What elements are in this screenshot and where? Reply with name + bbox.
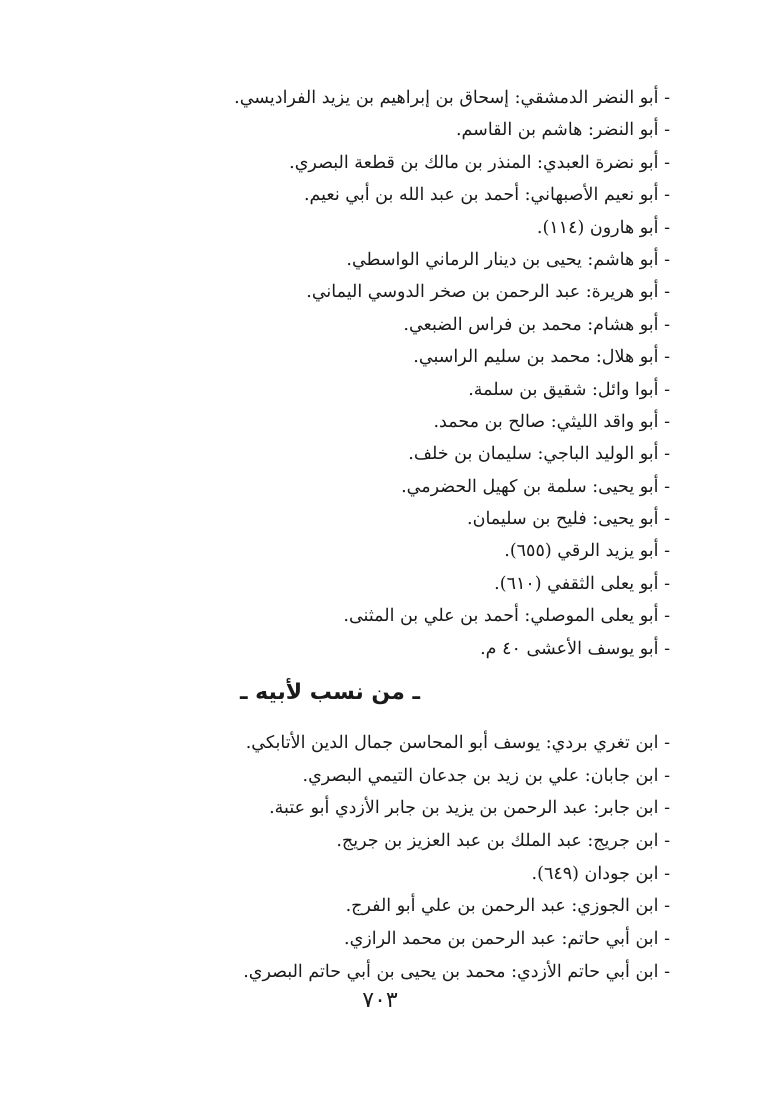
list-item: - ابن الجوزي: عبد الرحمن بن علي أبو الفرج. xyxy=(345,896,670,917)
list-item: - ابن أبي حاتم الأزدي: محمد بن يحيى بن أبي حاتم البصري. xyxy=(243,961,670,982)
list-item: - أبو هلال: محمد بن سليم الراسبي. xyxy=(413,347,670,368)
list-item: - أبو نضرة العبدي: المنذر بن مالك بن قطعة البصري. xyxy=(289,152,670,173)
list-item: - أبو يحيى: فليح بن سليمان. xyxy=(467,509,670,530)
list-item: - أبو هاشم: يحيى بن دينار الرماني الواسطي. xyxy=(346,249,670,270)
list-item: - أبو هشام: محمد بن فراس الضبعي. xyxy=(403,314,670,335)
list-item: - أبو يحيى: سلمة بن كهيل الحضرمي. xyxy=(401,476,670,497)
list-item: - أبو الوليد الباجي: سليمان بن خلف. xyxy=(408,444,670,465)
list-item: - أبو هريرة: عبد الرحمن بن صخر الدوسي اليماني. xyxy=(306,282,670,303)
section-heading: ـ من نسب لأبيه ـ xyxy=(240,680,420,705)
list-item: - أبوا وائل: شقيق بن سلمة. xyxy=(468,379,670,400)
list-item: - ابن جابان: علي بن زيد بن جدعان التيمي البصري. xyxy=(302,765,670,786)
list-item: - أبو نعيم الأصبهاني: أحمد بن عبد الله بن أبي نعيم. xyxy=(303,185,670,206)
page-number: ٧٠٣ xyxy=(362,988,398,1013)
list-item: - أبو يعلى الموصلي: أحمد بن علي بن المثنى. xyxy=(343,606,670,627)
list-item: - ابن أبي حاتم: عبد الرحمن بن محمد الرازي. xyxy=(344,929,670,950)
list-item: - ابن جريج: عبد الملك بن عبد العزيز بن جريج. xyxy=(336,831,670,852)
kunya-list xyxy=(70,82,670,665)
list-item: - أبو واقد الليثي: صالح بن محمد. xyxy=(433,411,670,432)
list-item: - أبو يعلى الثقفي (٦١٠). xyxy=(494,573,670,594)
list-item: - ابن جابر: عبد الرحمن بن يزيد بن جابر الأزدي أبو عتبة. xyxy=(269,798,670,819)
list-item: - أبو هارون (١١٤). xyxy=(536,217,670,238)
father-lineage-list xyxy=(70,727,670,989)
list-item: - ابن جودان (٦٤٩). xyxy=(531,863,670,884)
list-item: - ابن تغري بردي: يوسف أبو المحاسن جمال الدين الأتابكي. xyxy=(245,733,670,753)
list-item: - أبو النضر الدمشقي: إسحاق بن إبراهيم بن يزيد الفراديسي. xyxy=(234,88,670,108)
list-item: - أبو يزيد الرقي (٦٥٥). xyxy=(504,541,670,562)
list-item: - أبو يوسف الأعشى ٤٠ م. xyxy=(480,638,670,659)
list-item: - أبو النضر: هاشم بن القاسم. xyxy=(455,120,670,141)
